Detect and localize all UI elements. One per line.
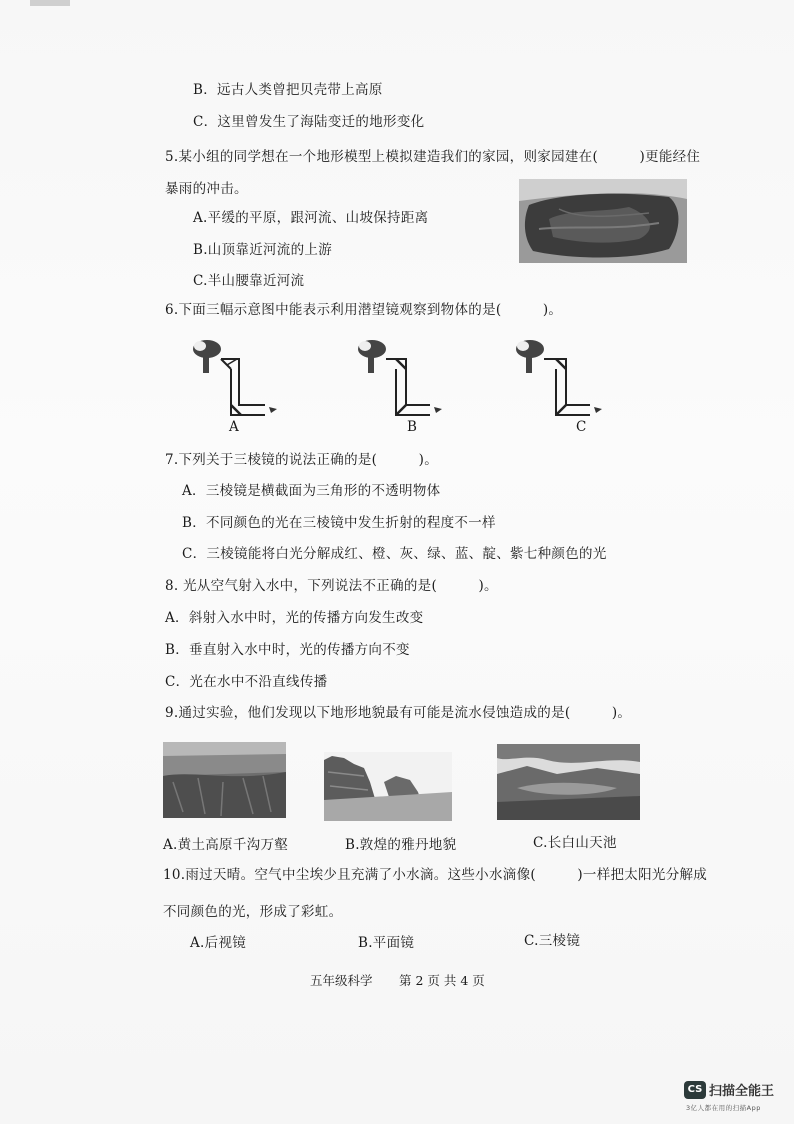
periscope-diagram-c <box>508 335 608 435</box>
camscanner-tagline: 3亿人都在用的扫描App <box>686 1104 761 1112</box>
q7-option-c: C．三棱镜能将白光分解成红、橙、灰、绿、蓝、靛、紫七种颜色的光 <box>182 546 607 562</box>
q10-option-b: B.平面镜 <box>358 935 415 951</box>
q9-option-c: C.长白山天池 <box>533 835 617 851</box>
eye-icon <box>434 407 442 413</box>
q10-option-c: C.三棱镜 <box>524 933 581 949</box>
terrain-model-photo <box>519 179 687 263</box>
q4-option-b: B．远古人类曾把贝壳带上高原 <box>193 82 383 98</box>
q9-option-a: A.黄土高原千沟万壑 <box>163 837 289 853</box>
q8-option-c: C．光在水中不沿直线传播 <box>165 674 328 690</box>
q5-stem-line2: 暴雨的冲击。 <box>165 181 248 197</box>
q7-option-a: A．三棱镜是横截面为三角形的不透明物体 <box>182 483 441 499</box>
q10-stem-line2: 不同颜色的光，形成了彩虹。 <box>163 904 343 920</box>
loess-plateau-photo <box>163 742 286 818</box>
footer-subject: 五年级科学 <box>310 973 373 988</box>
q7-stem: 7.下列关于三棱镜的说法正确的是( )。 <box>165 452 439 468</box>
q6-stem: 6.下面三幅示意图中能表示利用潜望镜观察到物体的是( )。 <box>165 302 563 318</box>
q5-option-b: B.山顶靠近河流的上游 <box>193 242 333 258</box>
tree-icon <box>516 340 544 373</box>
q7-option-b: B．不同颜色的光在三棱镜中发生折射的程度不一样 <box>182 515 496 531</box>
tree-icon <box>193 340 221 373</box>
eye-icon <box>594 407 602 413</box>
q6-label-a: A <box>229 419 240 435</box>
eye-icon <box>269 407 277 413</box>
q8-option-a: A．斜射入水中时，光的传播方向发生改变 <box>165 610 424 626</box>
yardang-landform-photo <box>324 752 452 821</box>
camscanner-logo: CS <box>684 1081 706 1099</box>
q8-option-b: B．垂直射入水中时，光的传播方向不变 <box>165 642 410 658</box>
q4-option-c: C．这里曾发生了海陆变迁的地形变化 <box>193 114 425 130</box>
q5-option-c: C.半山腰靠近河流 <box>193 273 305 289</box>
q5-option-a: A.平缓的平原，跟河流、山坡保持距离 <box>193 210 429 226</box>
q8-stem: 8. 光从空气射入水中，下列说法不正确的是( )。 <box>165 578 498 594</box>
q10-stem-line1: 10.雨过天晴。空气中尘埃少且充满了小水滴。这些小水滴像( )一样把太阳光分解成 <box>163 867 708 883</box>
q9-stem: 9.通过实验，他们发现以下地形地貌最有可能是流水侵蚀造成的是( )。 <box>165 705 632 721</box>
periscope-diagram-b <box>350 335 450 435</box>
footer-page-number: 第 2 页 共 4 页 <box>399 973 485 988</box>
q5-stem-line1: 5.某小组的同学想在一个地形模型上模拟建造我们的家园，则家园建在( )更能经住 <box>165 149 701 165</box>
q6-label-b: B <box>407 419 418 435</box>
q10-option-a: A.后视镜 <box>190 935 247 951</box>
camscanner-name: 扫描全能王 <box>709 1084 775 1099</box>
scan-artifact <box>30 0 70 6</box>
q9-option-b: B.敦煌的雅丹地貌 <box>345 837 457 853</box>
tree-icon <box>358 340 386 373</box>
tianchi-lake-photo <box>497 744 640 820</box>
q6-label-c: C <box>576 419 587 435</box>
